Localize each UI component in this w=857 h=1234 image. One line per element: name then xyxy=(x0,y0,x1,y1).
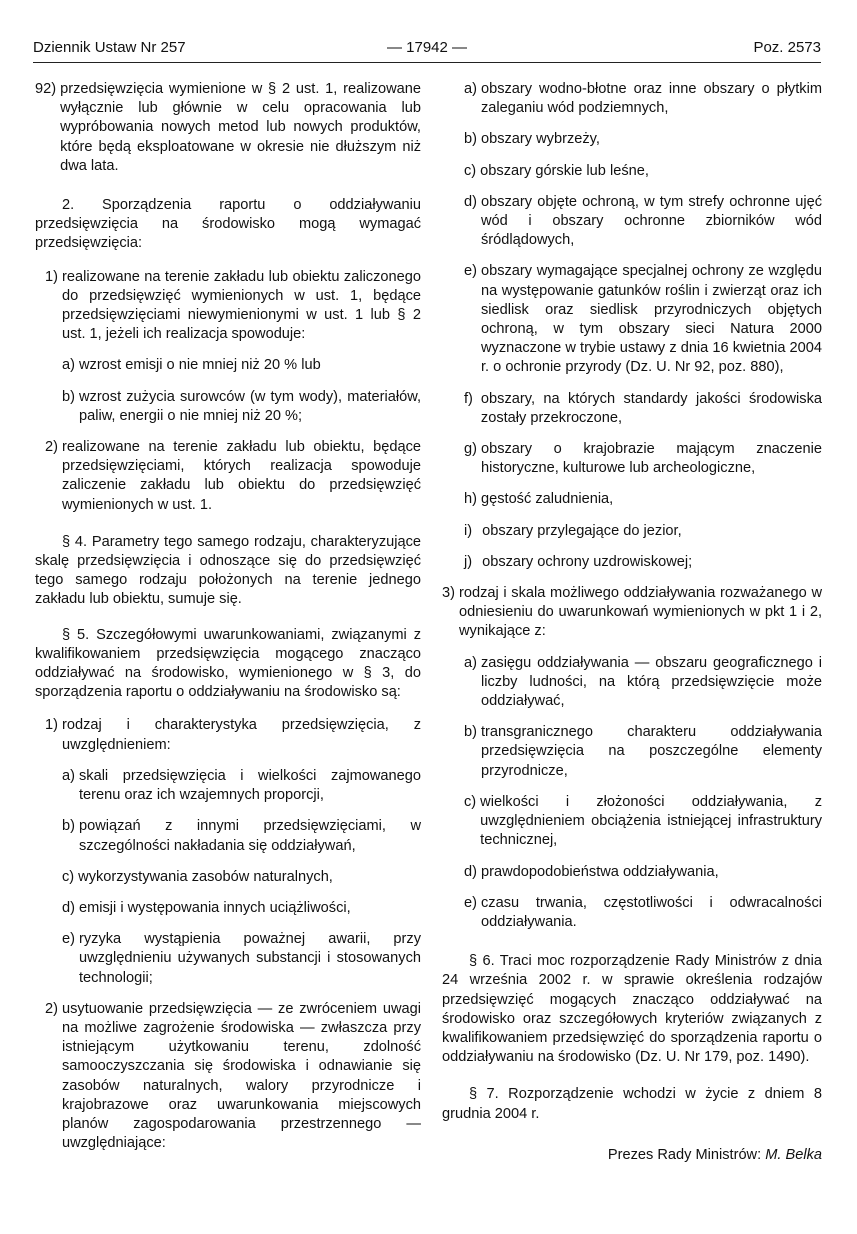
item-text: wykorzystywania zasobów naturalnych, xyxy=(78,868,333,885)
item-number: 1) xyxy=(45,717,58,734)
item-text: zasięgu oddziaływania — obszaru geograficznego i liczby ludności, na którą przedsięwzięcie może oddziaływać, xyxy=(480,654,822,710)
item-text: gęstość zaludnienia, xyxy=(480,491,614,508)
list-item xyxy=(442,440,822,478)
item-number: d) xyxy=(62,899,75,916)
left-column xyxy=(35,80,421,1165)
item-number: e) xyxy=(464,894,477,911)
item-number: a) xyxy=(464,654,477,671)
list-item xyxy=(442,80,822,118)
list-item xyxy=(442,553,822,572)
item-number: 2) xyxy=(45,439,58,456)
list-item xyxy=(442,162,822,181)
header-rule xyxy=(33,62,821,63)
list-item xyxy=(35,930,421,988)
item-text: wzrost zużycia surowców (w tym wody), materiałów, paliw, energii o nie mniej niż 20 %; xyxy=(78,388,421,424)
item-number: d) xyxy=(464,193,477,210)
list-item xyxy=(442,863,822,882)
item-text: obszary wodno-błotne oraz inne obszary o płytkim zaleganiu wód podziemnych, xyxy=(480,81,822,117)
list-item xyxy=(35,80,421,176)
item-number: 92) xyxy=(35,81,57,97)
item-number: c) xyxy=(464,162,477,179)
list-item xyxy=(442,522,822,541)
item-text: czasu trwania, częstotliwości i odwracalności oddziaływania. xyxy=(480,894,822,930)
paragraph-2: 2. Sporządzenia raportu o oddziaływaniu przedsięwzięcia na środowisko mogą wymagać przedsięwzięcia: xyxy=(35,197,421,252)
item-text: obszary przylegające do jezior, xyxy=(482,522,682,539)
item-number: d) xyxy=(464,863,477,880)
list-item xyxy=(442,262,822,377)
item-number: i) xyxy=(464,522,473,539)
section-5: § 5. Szczegółowymi uwarunkowaniami, związanymi z kwalifikowaniem przedsięwzięcia mogącego znacząco oddziaływać na środowisko, wymienionego w § 3, do sporządzenia raportu o oddziaływaniu na środowisko są: xyxy=(35,626,421,701)
list-item xyxy=(35,767,421,805)
item-number: c) xyxy=(62,868,75,885)
item-text: rodzaj i skala możliwego oddziaływania rozważanego w odniesieniu do uwarunkowań wymienionych w pkt 1 i 2, wynikające z: xyxy=(458,585,822,640)
item-number: b) xyxy=(464,131,477,148)
item-text: realizowane na terenie zakładu lub obiektu, będące przedsięwzięciami, których realizacja spowoduje zaliczenie zakładu lub obiektu do przedsięwzięć wymienionych w ust. 1. xyxy=(61,439,421,513)
list-item xyxy=(442,390,822,428)
list-item xyxy=(442,193,822,251)
list-item xyxy=(442,894,822,932)
item-text: wzrost emisji o nie mniej niż 20 % lub xyxy=(78,357,321,374)
section-4: § 4. Parametry tego samego rodzaju, charakteryzujące skalę przedsięwzięcia i odnoszące się do przedsięwzięć tego samego rodzaju położonych na terenie jednego zakładu lub obiektu, sumuje się. xyxy=(35,533,421,608)
item-text: ryzyka wystąpienia poważnej awarii, przy uwzględnieniu używanych substancji i stosowanych technologii; xyxy=(78,931,421,986)
list-item xyxy=(35,438,421,515)
list-item xyxy=(442,490,822,509)
item-text: obszary objęte ochroną, w tym strefy ochronne ujęć wód i obszary ochronne zbiorników wód śródlądowych, xyxy=(480,193,822,249)
item-text: obszary, na których standardy jakości środowiska zostały przekroczone, xyxy=(480,390,822,426)
item-text: obszary wymagające specjalnej ochrony ze względu na występowanie gatunków roślin i zwierząt oraz ich siedlisk oraz siedlisk przyrodniczych objętych ochroną, w tym obszary sieci Natura 2000 wyznaczone w trybie ustawy z dnia 16 kwietnia 2004 r. o ochronie przyrody (Dz. U. Nr 92, poz. 880), xyxy=(480,263,822,376)
item-text: realizowane na terenie zakładu lub obiektu zaliczonego do przedsięwzięć wymienionych w ust. 1, będące przedsięwzięciami niewymienionymi w ust. 1 lub § 2 ust. 1, jeżeli ich realizacja spowoduje: xyxy=(61,268,421,343)
item-number: b) xyxy=(464,724,477,741)
item-text: skali przedsięwzięcia i wielkości zajmowanego terenu oraz ich wzajemnych proporcji, xyxy=(78,767,421,804)
right-column xyxy=(442,80,822,1165)
item-text: obszary górskie lub leśne, xyxy=(480,162,649,179)
item-number: e) xyxy=(464,263,477,280)
list-item xyxy=(35,356,421,375)
item-number: j) xyxy=(464,553,473,570)
item-number: h) xyxy=(464,491,477,508)
item-text: obszary wybrzeży, xyxy=(480,131,600,148)
list-item xyxy=(35,268,421,345)
item-number: 3) xyxy=(442,585,455,602)
list-item xyxy=(442,654,822,712)
item-text: emisji i występowania innych uciążliwości, xyxy=(78,899,351,916)
item-text: usytuowanie przedsięwzięcia — ze zwróceniem uwagi na możliwe zagrożenie środowiska — zwłaszcza przy istniejącym użytkowaniu terenu, zdolność samooczyszczania się środowiska i odnawianie się zasobów naturalnych, walory przyrodnicze i krajobrazowe oraz uwarunkowania miejscowych planów zagospodarowania przestrzennego — uwzględniające: xyxy=(61,1000,421,1152)
page-header xyxy=(33,38,821,58)
list-item xyxy=(442,793,822,851)
signature xyxy=(442,1146,822,1165)
position-number: Poz. 2573 xyxy=(753,39,821,56)
section-6: § 6. Traci moc rozporządzenie Rady Ministrów z dnia 24 września 2002 r. w sprawie określenia rodzajów przedsięwzięć mogących znacząco oddziaływać na środowisko oraz szczegółowych kryteriów związanych z kwalifikowaniem przedsięwzięć do sporządzenia raportu o oddziaływaniu na środowisko (Dz. U. Nr 179, poz. 1490). xyxy=(442,953,822,1066)
item-number: a) xyxy=(62,357,75,374)
signature-label: Prezes Rady Ministrów: xyxy=(607,1146,766,1163)
list-item xyxy=(35,1000,421,1154)
item-text: wielkości i złożoności oddziaływania, z uwzględnieniem obciążenia istniejącej infrastruktury technicznej, xyxy=(480,793,822,849)
item-number: b) xyxy=(62,818,75,835)
item-text: transgranicznego charakteru oddziaływania przedsięwzięcia na poszczególne elementy przyrodnicze, xyxy=(480,724,822,779)
item-text: obszary o krajobrazie mającym znaczenie historyczne, kulturowe lub archeologiczne, xyxy=(480,441,822,477)
item-number: g) xyxy=(464,441,477,458)
item-number: e) xyxy=(62,931,75,948)
signature-name: M. Belka xyxy=(765,1146,822,1163)
list-item xyxy=(35,388,421,426)
item-text: obszary ochrony uzdrowiskowej; xyxy=(482,553,693,570)
item-number: a) xyxy=(464,81,477,97)
list-item xyxy=(35,899,421,918)
item-number: a) xyxy=(62,767,75,784)
list-item xyxy=(442,584,822,642)
journal-title: Dziennik Ustaw Nr 257 xyxy=(33,39,186,56)
item-number: f) xyxy=(464,390,473,407)
item-number: c) xyxy=(464,793,477,810)
section-7: § 7. Rozporządzenie wchodzi w życie z dniem 8 grudnia 2004 r. xyxy=(442,1086,822,1122)
list-item xyxy=(442,723,822,781)
item-number: 1) xyxy=(45,268,58,285)
page-number: — 17942 — xyxy=(386,39,468,56)
item-text: rodzaj i charakterystyka przedsięwzięcia, z uwzględnieniem: xyxy=(61,717,421,753)
item-number: b) xyxy=(62,388,75,405)
item-text: prawdopodobieństwa oddziaływania, xyxy=(480,863,719,880)
item-text: przedsięwzięcia wymienione w § 2 ust. 1, realizowane wyłącznie lub głównie w celu opracowania lub wypróbowania nowych metod lub nowych produktów, które będą eksploatowane w okresie nie dłuższym niż dwa lata. xyxy=(60,81,421,174)
item-text: powiązań z innymi przedsięwzięciami, w szczególności nakładania się oddziaływań, xyxy=(78,818,421,854)
list-item xyxy=(35,817,421,855)
list-item xyxy=(35,868,421,887)
list-item xyxy=(442,130,822,149)
item-number: 2) xyxy=(45,1000,58,1017)
list-item xyxy=(35,716,421,754)
